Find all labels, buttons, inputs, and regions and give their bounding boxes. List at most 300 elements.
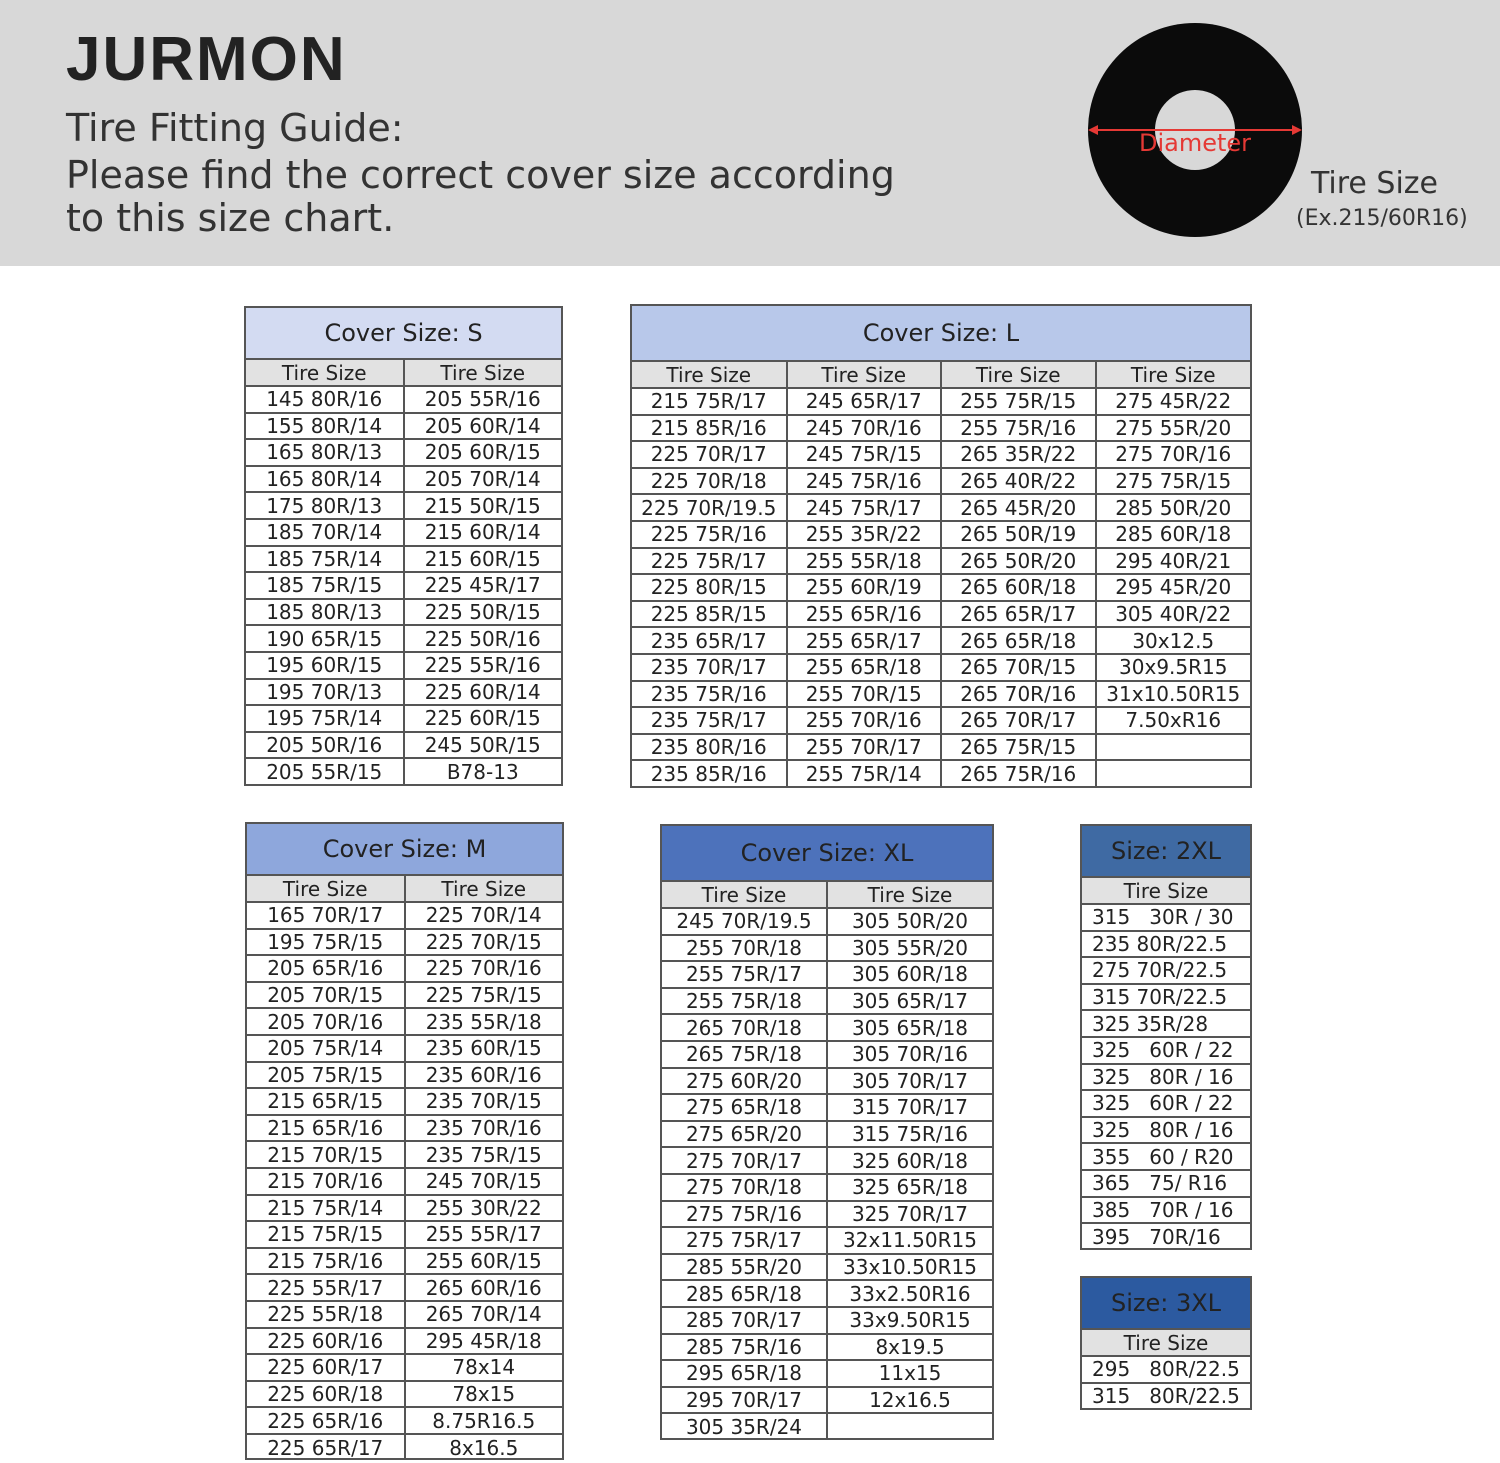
tire-size-cell: 225 75R/15 xyxy=(405,982,563,1009)
tire-size-cell: 265 70R/14 xyxy=(405,1301,563,1328)
column-header: Tire Size xyxy=(1082,878,1250,904)
tire-size-cell: 325 60R / 22 xyxy=(1082,1090,1250,1117)
table-row xyxy=(1082,1117,1250,1144)
table-row xyxy=(1082,957,1250,984)
tire-size-cell: 215 85R/16 xyxy=(632,415,787,442)
tire-size-cell xyxy=(827,1413,992,1440)
tire-size-cell: 265 75R/16 xyxy=(941,760,1096,787)
table-row xyxy=(247,1115,562,1142)
table-row xyxy=(247,1407,562,1434)
tire-size-cell: 225 70R/17 xyxy=(632,441,787,468)
table-row xyxy=(247,1248,562,1275)
tire-size-cell: 225 55R/17 xyxy=(247,1274,405,1301)
tire-size-cell: 285 70R/17 xyxy=(662,1307,827,1334)
tire-size-cell: 305 65R/17 xyxy=(827,988,992,1015)
table-row xyxy=(632,707,1250,734)
tire-size-cell: 235 75R/15 xyxy=(405,1141,563,1168)
tire-size-cell: 235 70R/15 xyxy=(405,1088,563,1115)
tire-size-cell: 185 75R/15 xyxy=(246,572,404,599)
tire-size-cell: 235 80R/22.5 xyxy=(1082,931,1250,958)
tire-size-cell: 265 70R/17 xyxy=(941,707,1096,734)
tire-size-cell: 195 75R/15 xyxy=(247,929,405,956)
table-row xyxy=(662,1094,992,1121)
tire-size-cell: 305 35R/24 xyxy=(662,1413,827,1440)
tire-size-cell: 325 70R/17 xyxy=(827,1201,992,1228)
tire-size-cell: 285 65R/18 xyxy=(662,1280,827,1307)
column-header: Tire Size xyxy=(1096,362,1251,388)
tire-size-cell: 33x10.50R15 xyxy=(827,1254,992,1281)
table-row xyxy=(1082,1064,1250,1091)
tire-size-cell: 165 80R/14 xyxy=(246,466,404,493)
tire-size-example: (Ex.215/60R16) xyxy=(1296,206,1468,231)
table-row xyxy=(247,1274,562,1301)
tire-size-cell: 205 65R/16 xyxy=(247,955,405,982)
tire-size-cell: 265 65R/18 xyxy=(941,627,1096,654)
tire-size-cell: 285 55R/20 xyxy=(662,1254,827,1281)
tire-size-cell: 265 50R/19 xyxy=(941,521,1096,548)
tire-size-cell: 225 70R/19.5 xyxy=(632,494,787,521)
tire-size-cell: 255 55R/18 xyxy=(787,548,942,575)
tire-size-cell: 275 65R/20 xyxy=(662,1121,827,1148)
table-row xyxy=(632,734,1250,761)
tire-size-cell: 235 75R/17 xyxy=(632,707,787,734)
tire-size-cell: 235 60R/16 xyxy=(405,1062,563,1089)
tire-size-cell: 255 60R/15 xyxy=(405,1248,563,1275)
tire-size-cell: 385 70R / 16 xyxy=(1082,1197,1250,1224)
tire-size-cell: 235 70R/16 xyxy=(405,1115,563,1142)
tire-size-cell: 185 75R/14 xyxy=(246,546,404,573)
table-row xyxy=(247,1195,562,1222)
tire-size-cell: 215 75R/17 xyxy=(632,388,787,415)
table-row xyxy=(247,1354,562,1381)
tire-size-cell: 215 60R/15 xyxy=(404,546,562,573)
tire-size-cell: 295 40R/21 xyxy=(1096,548,1251,575)
table-row xyxy=(662,1307,992,1334)
column-header: Tire Size xyxy=(632,362,787,388)
cover-size-2xl-table xyxy=(1080,824,1252,1250)
tire-size-cell: 255 75R/14 xyxy=(787,760,942,787)
table-row xyxy=(662,1334,992,1361)
tire-size-cell: 245 75R/15 xyxy=(787,441,942,468)
tire-size-cell: 225 50R/15 xyxy=(404,599,562,626)
table-row xyxy=(246,546,561,573)
table-row xyxy=(1082,1090,1250,1117)
tire-size-cell: 225 70R/16 xyxy=(405,955,563,982)
tire-size-cell: 255 55R/17 xyxy=(405,1221,563,1248)
guide-instruction-line-1: Please find the correct cover size according xyxy=(66,153,895,197)
tire-size-cell: 325 60R / 22 xyxy=(1082,1037,1250,1064)
tire-size-cell: 205 55R/15 xyxy=(246,758,404,785)
tire-size-cell: 315 70R/22.5 xyxy=(1082,984,1250,1011)
tire-size-cell: 305 60R/18 xyxy=(827,961,992,988)
table-row xyxy=(662,1014,992,1041)
tire-size-cell: 255 75R/15 xyxy=(941,388,1096,415)
tire-size-cell: 225 65R/16 xyxy=(247,1407,405,1434)
cover-size-m-table xyxy=(245,822,564,1460)
tire-size-cell: 30x9.5R15 xyxy=(1096,654,1251,681)
diameter-label: Diameter xyxy=(1138,129,1252,157)
tire-size-cell: 215 75R/15 xyxy=(247,1221,405,1248)
table-row xyxy=(632,468,1250,495)
tire-size-cell: 255 65R/17 xyxy=(787,627,942,654)
table-row xyxy=(246,679,561,706)
tire-size-cell: 205 70R/16 xyxy=(247,1008,405,1035)
tire-size-cell: 255 75R/16 xyxy=(941,415,1096,442)
tire-size-cell: 315 75R/16 xyxy=(827,1121,992,1148)
column-header: Tire Size xyxy=(405,876,563,902)
cover-size-s-grid xyxy=(246,360,561,785)
cover-size-xl-title: Cover Size: XL xyxy=(662,826,992,882)
tire-size-cell: 365 75/ R16 xyxy=(1082,1170,1250,1197)
table-row xyxy=(246,466,561,493)
tire-size-cell: 245 70R/15 xyxy=(405,1168,563,1195)
tire-size-cell: 195 70R/13 xyxy=(246,679,404,706)
tire-size-cell: 265 60R/16 xyxy=(405,1274,563,1301)
table-row xyxy=(247,1301,562,1328)
tire-size-cell: 255 70R/18 xyxy=(662,935,827,962)
cover-size-m-grid xyxy=(247,876,562,1460)
table-row xyxy=(662,1121,992,1148)
column-header: Tire Size xyxy=(662,882,827,908)
tire-size-cell: 315 30R / 30 xyxy=(1082,904,1250,931)
tire-size-cell: 235 85R/16 xyxy=(632,760,787,787)
table-row xyxy=(632,415,1250,442)
tire-size-cell: 8.75R16.5 xyxy=(405,1407,563,1434)
table-row xyxy=(246,439,561,466)
tire-size-cell: 255 60R/19 xyxy=(787,574,942,601)
tire-size-cell xyxy=(1096,760,1251,787)
tire-size-cell: 8x19.5 xyxy=(827,1334,992,1361)
tire-size-cell: 245 50R/15 xyxy=(404,732,562,759)
tire-size-cell: 265 70R/15 xyxy=(941,654,1096,681)
tire-size-cell: 225 60R/15 xyxy=(404,705,562,732)
tire-size-cell: 235 60R/15 xyxy=(405,1035,563,1062)
tire-size-cell: 395 70R/16 xyxy=(1082,1223,1250,1250)
tire-size-cell: 225 60R/18 xyxy=(247,1381,405,1408)
tire-size-cell: 265 65R/17 xyxy=(941,601,1096,628)
table-row xyxy=(246,652,561,679)
cover-size-s-title: Cover Size: S xyxy=(246,308,561,360)
table-row xyxy=(247,1434,562,1461)
tire-size-cell: 305 50R/20 xyxy=(827,908,992,935)
table-row xyxy=(1082,984,1250,1011)
tire-size-cell: 185 80R/13 xyxy=(246,599,404,626)
tire-size-cell: 215 60R/14 xyxy=(404,519,562,546)
table-row xyxy=(1082,1170,1250,1197)
tire-size-cell: 285 60R/18 xyxy=(1096,521,1251,548)
tire-size-cell: 205 75R/14 xyxy=(247,1035,405,1062)
tire-size-cell: 325 35R/28 xyxy=(1082,1010,1250,1037)
tire-size-cell: 205 55R/16 xyxy=(404,386,562,413)
table-row xyxy=(1082,1223,1250,1250)
tire-size-cell: 275 70R/17 xyxy=(662,1147,827,1174)
tire-size-cell: 78x15 xyxy=(405,1381,563,1408)
guide-title: Tire Fitting Guide: xyxy=(66,106,404,150)
tire-size-cell: 275 70R/22.5 xyxy=(1082,957,1250,984)
tire-size-cell: 275 75R/16 xyxy=(662,1201,827,1228)
tire-size-cell: 325 80R / 16 xyxy=(1082,1064,1250,1091)
table-row xyxy=(632,601,1250,628)
tire-size-cell: 175 80R/13 xyxy=(246,492,404,519)
table-row xyxy=(1082,1010,1250,1037)
table-row xyxy=(247,1008,562,1035)
tire-size-cell: 225 55R/16 xyxy=(404,652,562,679)
table-row xyxy=(632,681,1250,708)
tire-size-cell: 33x2.50R16 xyxy=(827,1280,992,1307)
tire-size-cell: 255 70R/16 xyxy=(787,707,942,734)
table-row xyxy=(246,413,561,440)
table-row xyxy=(632,760,1250,787)
column-header: Tire Size xyxy=(941,362,1096,388)
tire-size-cell: 255 30R/22 xyxy=(405,1195,563,1222)
tire-size-cell: 205 60R/15 xyxy=(404,439,562,466)
table-row xyxy=(247,1381,562,1408)
table-row xyxy=(632,388,1250,415)
tire-size-cell: 325 60R/18 xyxy=(827,1147,992,1174)
tire-size-cell xyxy=(1096,734,1251,761)
tire-size-cell: 265 75R/18 xyxy=(662,1041,827,1068)
tire-size-cell: 155 80R/14 xyxy=(246,413,404,440)
table-row xyxy=(246,572,561,599)
table-row xyxy=(662,1201,992,1228)
table-row xyxy=(1082,1383,1250,1410)
table-row xyxy=(246,705,561,732)
tire-size-cell: 265 75R/15 xyxy=(941,734,1096,761)
tire-size-cell: 315 80R/22.5 xyxy=(1082,1383,1250,1410)
tire-size-cell: 225 75R/17 xyxy=(632,548,787,575)
column-header: Tire Size xyxy=(247,876,405,902)
cover-size-xl-grid xyxy=(662,882,992,1440)
table-row xyxy=(662,1041,992,1068)
table-row xyxy=(662,1068,992,1095)
table-row xyxy=(1082,931,1250,958)
cover-size-2xl-grid xyxy=(1082,878,1250,1250)
tire-size-cell: 225 50R/16 xyxy=(404,625,562,652)
tire-size-cell: 255 75R/18 xyxy=(662,988,827,1015)
column-header: Tire Size xyxy=(787,362,942,388)
tire-size-cell: 205 75R/15 xyxy=(247,1062,405,1089)
table-row xyxy=(247,1168,562,1195)
tire-size-cell: 275 60R/20 xyxy=(662,1068,827,1095)
header-row xyxy=(246,360,561,386)
tire-size-cell: 255 65R/18 xyxy=(787,654,942,681)
tire-size-cell: 215 70R/16 xyxy=(247,1168,405,1195)
table-row xyxy=(247,1088,562,1115)
table-row xyxy=(246,732,561,759)
tire-size-cell: 295 65R/18 xyxy=(662,1360,827,1387)
table-row xyxy=(632,494,1250,521)
tire-size-cell: 255 70R/17 xyxy=(787,734,942,761)
tire-size-cell: 8x16.5 xyxy=(405,1434,563,1461)
cover-size-2xl-title: Size: 2XL xyxy=(1082,826,1250,878)
tire-size-cell: 235 55R/18 xyxy=(405,1008,563,1035)
tire-size-cell: 275 55R/20 xyxy=(1096,415,1251,442)
cover-size-3xl-table xyxy=(1080,1276,1252,1410)
brand-logo-text: JURMON xyxy=(66,25,347,94)
table-row xyxy=(247,1141,562,1168)
tire-size-cell: 205 70R/14 xyxy=(404,466,562,493)
tire-size-cell: 245 75R/16 xyxy=(787,468,942,495)
table-row xyxy=(632,521,1250,548)
tire-size-cell: 225 70R/18 xyxy=(632,468,787,495)
header-row xyxy=(662,882,992,908)
tire-size-cell: 195 75R/14 xyxy=(246,705,404,732)
tire-size-cell: 275 75R/15 xyxy=(1096,468,1251,495)
tire-size-cell: 205 60R/14 xyxy=(404,413,562,440)
tire-size-cell: 325 80R / 16 xyxy=(1082,1117,1250,1144)
table-row xyxy=(632,548,1250,575)
table-row xyxy=(247,1328,562,1355)
table-row xyxy=(662,988,992,1015)
cover-size-3xl-grid xyxy=(1082,1330,1250,1409)
tire-size-cell: 295 45R/20 xyxy=(1096,574,1251,601)
cover-size-xl-table xyxy=(660,824,994,1440)
tire-size-cell: 165 70R/17 xyxy=(247,902,405,929)
cover-size-3xl-title: Size: 3XL xyxy=(1082,1278,1250,1330)
tire-size-cell: 265 35R/22 xyxy=(941,441,1096,468)
table-row xyxy=(247,955,562,982)
table-row xyxy=(662,1413,992,1440)
cover-size-s-table xyxy=(244,306,563,786)
tire-size-cell: 255 75R/17 xyxy=(662,961,827,988)
table-row xyxy=(632,574,1250,601)
tire-size-cell: 215 75R/16 xyxy=(247,1248,405,1275)
tire-size-cell: 245 65R/17 xyxy=(787,388,942,415)
tire-size-cell: 185 70R/14 xyxy=(246,519,404,546)
table-row xyxy=(1082,1197,1250,1224)
tire-size-cell: 315 70R/17 xyxy=(827,1094,992,1121)
tire-size-cell: 305 70R/17 xyxy=(827,1068,992,1095)
header-banner xyxy=(0,0,1500,266)
tire-size-cell: 7.50xR16 xyxy=(1096,707,1251,734)
tire-size-label: Tire Size xyxy=(1311,166,1438,201)
tire-size-cell: 215 50R/15 xyxy=(404,492,562,519)
cover-size-l-grid xyxy=(632,362,1250,787)
tire-size-cell: 30x12.5 xyxy=(1096,627,1251,654)
table-row xyxy=(662,1227,992,1254)
tire-size-cell: 275 70R/18 xyxy=(662,1174,827,1201)
table-row xyxy=(662,1147,992,1174)
tire-size-cell: 355 60 / R20 xyxy=(1082,1143,1250,1170)
tire-size-cell: 205 50R/16 xyxy=(246,732,404,759)
tire-size-cell: B78-13 xyxy=(404,758,562,785)
column-header: Tire Size xyxy=(404,360,562,386)
table-row xyxy=(662,1387,992,1414)
tire-size-cell: 275 45R/22 xyxy=(1096,388,1251,415)
tire-size-cell: 225 85R/15 xyxy=(632,601,787,628)
table-row xyxy=(662,1360,992,1387)
tire-size-cell: 235 80R/16 xyxy=(632,734,787,761)
table-row xyxy=(247,982,562,1009)
tire-size-cell: 285 50R/20 xyxy=(1096,494,1251,521)
tire-size-cell: 265 70R/18 xyxy=(662,1014,827,1041)
tire-size-cell: 295 80R/22.5 xyxy=(1082,1356,1250,1383)
tire-size-cell: 215 75R/14 xyxy=(247,1195,405,1222)
table-row xyxy=(1082,1143,1250,1170)
tire-size-cell: 225 45R/17 xyxy=(404,572,562,599)
table-row xyxy=(246,599,561,626)
tire-size-cell: 225 60R/14 xyxy=(404,679,562,706)
table-row xyxy=(246,758,561,785)
tire-size-cell: 12x16.5 xyxy=(827,1387,992,1414)
tire-size-cell: 265 50R/20 xyxy=(941,548,1096,575)
tire-size-cell: 245 70R/19.5 xyxy=(662,908,827,935)
tire-size-cell: 255 35R/22 xyxy=(787,521,942,548)
table-row xyxy=(662,961,992,988)
table-row xyxy=(662,1254,992,1281)
cover-size-l-table xyxy=(630,304,1252,788)
table-row xyxy=(662,1280,992,1307)
tire-size-cell: 165 80R/13 xyxy=(246,439,404,466)
tire-size-cell: 245 75R/17 xyxy=(787,494,942,521)
cover-size-m-title: Cover Size: M xyxy=(247,824,562,876)
tire-size-cell: 325 65R/18 xyxy=(827,1174,992,1201)
table-row xyxy=(247,902,562,929)
tire-diagram-icon xyxy=(1080,18,1310,248)
tire-size-cell: 225 60R/17 xyxy=(247,1354,405,1381)
table-row xyxy=(247,1035,562,1062)
tire-size-cell: 265 70R/16 xyxy=(941,681,1096,708)
tire-size-cell: 295 70R/17 xyxy=(662,1387,827,1414)
tire-size-cell: 235 65R/17 xyxy=(632,627,787,654)
table-row xyxy=(247,1062,562,1089)
tire-size-cell: 295 45R/18 xyxy=(405,1328,563,1355)
tire-size-cell: 225 70R/14 xyxy=(405,902,563,929)
tire-size-cell: 225 55R/18 xyxy=(247,1301,405,1328)
table-row xyxy=(632,654,1250,681)
tire-size-cell: 190 65R/15 xyxy=(246,625,404,652)
table-row xyxy=(1082,1356,1250,1383)
table-row xyxy=(1082,1037,1250,1064)
tire-size-cell: 225 65R/17 xyxy=(247,1434,405,1461)
tire-size-cell: 245 70R/16 xyxy=(787,415,942,442)
tire-size-cell: 305 55R/20 xyxy=(827,935,992,962)
tire-size-cell: 145 80R/16 xyxy=(246,386,404,413)
tire-size-cell: 275 65R/18 xyxy=(662,1094,827,1121)
tire-size-cell: 235 75R/16 xyxy=(632,681,787,708)
table-row xyxy=(1082,904,1250,931)
tire-size-cell: 205 70R/15 xyxy=(247,982,405,1009)
tire-size-cell: 305 65R/18 xyxy=(827,1014,992,1041)
table-row xyxy=(246,519,561,546)
table-row xyxy=(247,1221,562,1248)
tire-size-cell: 275 70R/16 xyxy=(1096,441,1251,468)
tire-size-cell: 265 60R/18 xyxy=(941,574,1096,601)
tire-size-cell: 225 75R/16 xyxy=(632,521,787,548)
tire-size-cell: 305 70R/16 xyxy=(827,1041,992,1068)
guide-instruction-line-2: to this size chart. xyxy=(66,196,395,240)
tire-size-cell: 235 70R/17 xyxy=(632,654,787,681)
table-row xyxy=(632,627,1250,654)
tire-size-cell: 215 65R/15 xyxy=(247,1088,405,1115)
column-header: Tire Size xyxy=(1082,1330,1250,1356)
header-row xyxy=(247,876,562,902)
column-header: Tire Size xyxy=(246,360,404,386)
table-row xyxy=(662,935,992,962)
cover-size-l-title: Cover Size: L xyxy=(632,306,1250,362)
header-row xyxy=(1082,1330,1250,1356)
tire-size-cell: 32x11.50R15 xyxy=(827,1227,992,1254)
table-row xyxy=(247,929,562,956)
tire-size-cell: 225 70R/15 xyxy=(405,929,563,956)
table-row xyxy=(662,908,992,935)
header-row xyxy=(1082,878,1250,904)
tire-size-cell: 285 75R/16 xyxy=(662,1334,827,1361)
tire-size-cell: 31x10.50R15 xyxy=(1096,681,1251,708)
table-row xyxy=(246,386,561,413)
tire-size-cell: 33x9.50R15 xyxy=(827,1307,992,1334)
tire-size-cell: 275 75R/17 xyxy=(662,1227,827,1254)
